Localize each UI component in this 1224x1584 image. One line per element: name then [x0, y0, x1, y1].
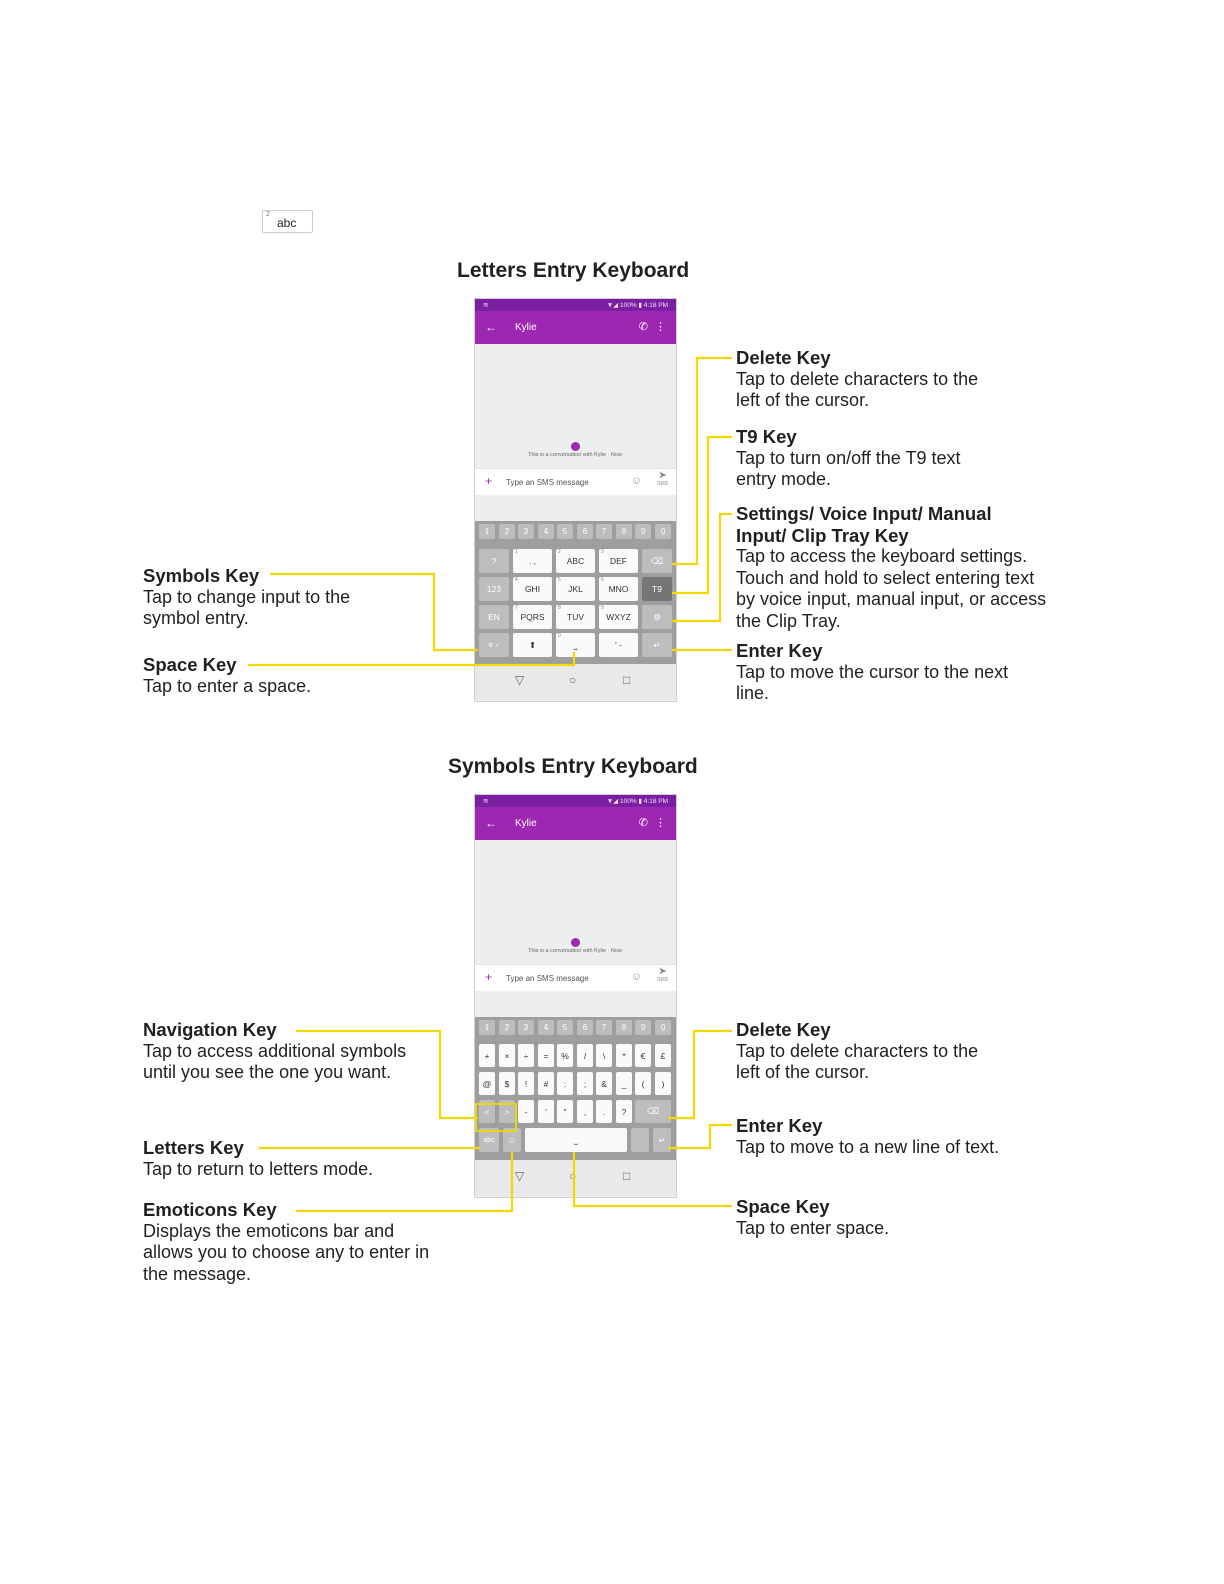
- symbol-key[interactable]: £: [655, 1044, 671, 1067]
- abc-key-label: [262, 210, 313, 233]
- num-key[interactable]: 5: [557, 1020, 573, 1035]
- status-bar: [475, 795, 676, 807]
- message-input[interactable]: Type an SMS message: [506, 478, 589, 487]
- nav-bar: [475, 664, 676, 700]
- num-key[interactable]: 1: [479, 524, 495, 539]
- symbol-key[interactable]: ,: [577, 1100, 593, 1123]
- backspace-icon: ⌫: [646, 1106, 660, 1116]
- letter-key[interactable]: 1 . ,: [513, 549, 552, 573]
- emoji-icon[interactable]: ☺: [630, 971, 642, 983]
- space-icon: ⎵: [574, 1134, 578, 1145]
- callout-space-symbols: Space Key Tap to enter space.: [736, 1196, 890, 1238]
- symbol-key[interactable]: /: [577, 1044, 593, 1067]
- send-button[interactable]: ➤ SMS: [657, 966, 668, 983]
- send-label: SMS: [657, 977, 668, 983]
- symbol-key[interactable]: _: [616, 1072, 632, 1095]
- symbol-key[interactable]: +: [479, 1044, 495, 1067]
- symbol-key[interactable]: -: [518, 1100, 534, 1123]
- back-nav-icon[interactable]: ▽: [515, 673, 525, 687]
- back-nav-icon[interactable]: ▽: [515, 1169, 525, 1183]
- symbol-key[interactable]: ': [538, 1100, 554, 1123]
- status-text: ▼◢ 100% ▮ 4:18 PM: [606, 302, 668, 309]
- num-key[interactable]: 3: [518, 1020, 534, 1035]
- num-key[interactable]: 5: [557, 524, 573, 539]
- compose-bar[interactable]: [475, 468, 676, 495]
- language-key[interactable]: EN: [479, 605, 509, 629]
- symbols-title: Symbols Entry Keyboard: [448, 755, 698, 778]
- symbol-key[interactable]: .: [596, 1100, 612, 1123]
- letter-key[interactable]: 9 WXYZ: [599, 605, 638, 629]
- symbol-key[interactable]: ": [557, 1100, 573, 1123]
- symbol-key[interactable]: $: [499, 1072, 515, 1095]
- num-key[interactable]: 2: [499, 524, 515, 539]
- symbol-key[interactable]: !: [518, 1072, 534, 1095]
- callout-emoticons: Emoticons Key Displays the emoticons bar and allows you to choose any to enter in the message.: [143, 1199, 430, 1284]
- symbol-key[interactable]: :: [557, 1072, 573, 1095]
- callout-settings: Settings/ Voice Input/ Manual Input/ Clip Tray Key Tap to access the keyboard settings. Touch and hold to select entering text by voice input, manual input, or access the Clip Tray.: [736, 503, 1047, 631]
- contact-name: Kylie: [515, 818, 537, 829]
- conversation-note: This is a conversation with Kylie · Now: [528, 452, 622, 458]
- emoticons-key[interactable]: ☺: [503, 1128, 521, 1152]
- letter-key[interactable]: 2 ABC: [556, 549, 595, 573]
- symbol-key[interactable]: &: [596, 1072, 612, 1095]
- conversation-area: [475, 840, 676, 964]
- letter-key[interactable]: 4 GHI: [513, 577, 552, 601]
- t9-key[interactable]: T9: [642, 577, 672, 601]
- status-text: ▼◢ 100% ▮ 4:18 PM: [606, 798, 668, 805]
- line-settings: [672, 514, 732, 621]
- abc-text: abc: [277, 216, 297, 230]
- voice-input-key[interactable]: ⚙ ✓: [479, 633, 509, 657]
- avatar: [571, 442, 580, 451]
- num-key[interactable]: 9: [635, 1020, 651, 1035]
- symbol-key[interactable]: %: [557, 1044, 573, 1067]
- num-key[interactable]: 3: [518, 524, 534, 539]
- symbol-key[interactable]: *: [616, 1044, 632, 1067]
- num-key[interactable]: 7: [596, 1020, 612, 1035]
- symbol-key[interactable]: (: [635, 1072, 651, 1095]
- nav-right-key[interactable]: >: [499, 1100, 515, 1123]
- letters-title: Letters Entry Keyboard: [457, 259, 690, 282]
- question-key[interactable]: ?: [479, 549, 509, 573]
- symbol-key[interactable]: ?: [616, 1100, 632, 1123]
- enter-icon: ↵: [658, 1134, 666, 1145]
- num-key[interactable]: 1: [479, 1020, 495, 1035]
- callout-t9: T9 Key Tap to turn on/off the T9 text entry mode.: [736, 426, 961, 489]
- num-key[interactable]: 6: [577, 524, 593, 539]
- app-bar: [475, 311, 676, 344]
- back-arrow-icon[interactable]: ←: [485, 816, 497, 830]
- compose-bar[interactable]: [475, 964, 676, 991]
- space-key[interactable]: 0 ⎵: [556, 633, 595, 657]
- symbol-key[interactable]: ÷: [518, 1044, 534, 1067]
- notification-icon: ≋: [483, 302, 489, 309]
- letter-key[interactable]: 8 TUV: [556, 605, 595, 629]
- callout-symbols: Symbols Key Tap to change input to the symbol entry.: [143, 565, 351, 628]
- num-key[interactable]: 2: [499, 1020, 515, 1035]
- num-key[interactable]: 8: [616, 524, 632, 539]
- delete-key[interactable]: [642, 549, 672, 573]
- symbols-phone: [474, 794, 677, 1198]
- symbol-key[interactable]: ): [655, 1072, 671, 1095]
- attach-icon[interactable]: +: [485, 970, 493, 984]
- symbol-key[interactable]: ×: [499, 1044, 515, 1067]
- punctuation-key[interactable]: ' -: [599, 633, 638, 657]
- line-enter-symbols: [668, 1125, 732, 1148]
- avatar: [571, 938, 580, 947]
- num-key[interactable]: 7: [596, 524, 612, 539]
- callout-enter: Enter Key Tap to move the cursor to the next line.: [736, 640, 1009, 703]
- callout-enter-symbols: Enter Key Tap to move to a new line of text.: [736, 1115, 1000, 1157]
- letter-key[interactable]: 5 JKL: [556, 577, 595, 601]
- notification-icon: ≋: [483, 798, 489, 805]
- callout-delete-symbols: Delete Key Tap to delete characters to the left of the cursor.: [736, 1019, 979, 1082]
- num-key[interactable]: 0: [655, 524, 671, 539]
- shift-key[interactable]: ⬆: [513, 633, 552, 657]
- callout-letters: Letters Key Tap to return to letters mode.: [143, 1137, 374, 1179]
- line-delete: [672, 358, 732, 564]
- symbol-key[interactable]: #: [538, 1072, 554, 1095]
- enter-key[interactable]: [642, 633, 672, 657]
- recent-nav-icon[interactable]: □: [623, 673, 631, 687]
- letters-key[interactable]: abc: [479, 1128, 499, 1152]
- conversation-note: This is a conversation with Kylie · Now: [528, 948, 622, 954]
- symbol-key[interactable]: \: [596, 1044, 612, 1067]
- backspace-icon: ⌫: [650, 555, 664, 566]
- letters-keyboard: [475, 521, 676, 664]
- emoji-icon[interactable]: ☺: [630, 475, 642, 487]
- nav-bar: [475, 1160, 676, 1196]
- space-key[interactable]: [525, 1128, 627, 1152]
- num-key[interactable]: 0: [655, 1020, 671, 1035]
- more-icon[interactable]: ⋮: [655, 321, 666, 333]
- num-key[interactable]: 4: [538, 1020, 554, 1035]
- message-input[interactable]: Type an SMS message: [506, 974, 589, 983]
- symbol-key[interactable]: ;: [577, 1072, 593, 1095]
- app-bar: [475, 807, 676, 840]
- phone-icon[interactable]: ✆: [638, 817, 648, 829]
- letter-key[interactable]: 7 PQRS: [513, 605, 552, 629]
- num-key[interactable]: 4: [538, 524, 554, 539]
- letters-phone: [474, 298, 677, 702]
- nav-left-key[interactable]: <: [479, 1100, 495, 1123]
- symbols-keyboard: [475, 1017, 676, 1160]
- symbols-key[interactable]: 123: [479, 577, 509, 601]
- symbol-key[interactable]: @: [479, 1072, 495, 1095]
- num-key[interactable]: 8: [616, 1020, 632, 1035]
- phone-icon[interactable]: ✆: [638, 321, 648, 333]
- enter-key[interactable]: [653, 1128, 671, 1152]
- symbol-key[interactable]: €: [635, 1044, 651, 1067]
- symbol-key[interactable]: =: [538, 1044, 554, 1067]
- num-key[interactable]: 9: [635, 524, 651, 539]
- status-bar: [475, 299, 676, 311]
- gear-icon: ⚙: [653, 611, 661, 622]
- abc-superscript: 2: [266, 211, 270, 218]
- num-key[interactable]: 6: [577, 1020, 593, 1035]
- callout-space: Space Key Tap to enter a space.: [143, 654, 312, 696]
- home-nav-icon[interactable]: ○: [569, 1169, 577, 1183]
- conversation-area: [475, 344, 676, 468]
- letter-key[interactable]: 3 DEF: [599, 549, 638, 573]
- delete-key[interactable]: [635, 1100, 671, 1123]
- recent-nav-icon[interactable]: □: [623, 1169, 631, 1183]
- attach-icon[interactable]: +: [485, 474, 493, 488]
- period-key[interactable]: .: [631, 1128, 649, 1152]
- enter-icon: ↵: [653, 639, 661, 650]
- callout-navigation: Navigation Key Tap to access additional symbols until you see the one you want.: [143, 1019, 407, 1082]
- callout-delete: Delete Key Tap to delete characters to the left of the cursor.: [736, 347, 979, 410]
- contact-name: Kylie: [515, 322, 537, 333]
- letter-key[interactable]: 6 MNO: [599, 577, 638, 601]
- settings-key[interactable]: [642, 605, 672, 629]
- space-icon: ⎵: [573, 639, 578, 650]
- back-arrow-icon[interactable]: ←: [485, 320, 497, 334]
- line-delete-symbols: [668, 1031, 732, 1118]
- send-button[interactable]: ➤ SMS: [657, 470, 668, 487]
- line-t9: [672, 437, 732, 593]
- more-icon[interactable]: ⋮: [655, 817, 666, 829]
- home-nav-icon[interactable]: ○: [569, 673, 577, 687]
- send-label: SMS: [657, 481, 668, 487]
